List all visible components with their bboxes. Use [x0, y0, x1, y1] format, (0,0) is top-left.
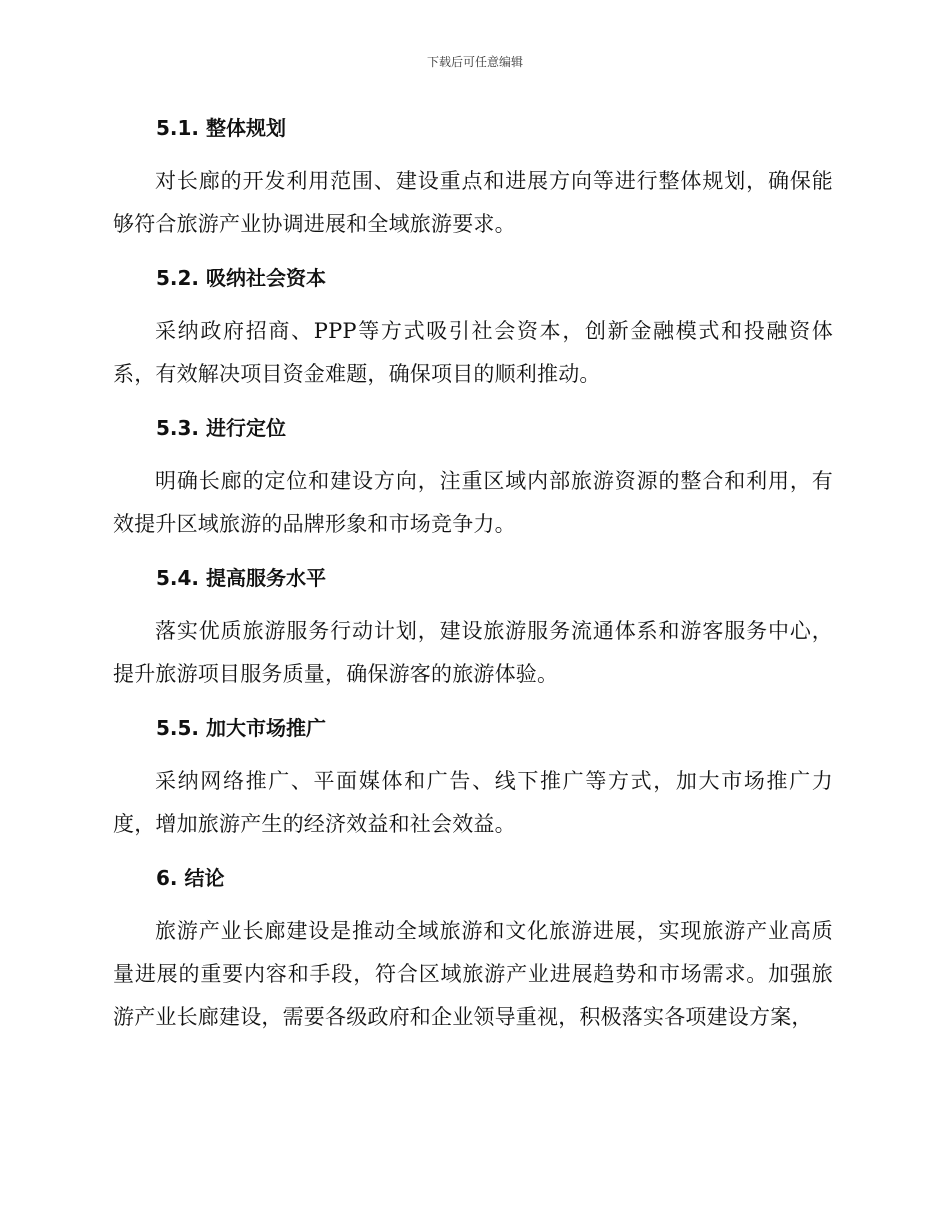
section-heading: 5.2. 吸纳社会资本 [156, 266, 326, 290]
section-paragraph: 采纳网络推广、平面媒体和广告、线下推广等方式，加大市场推广力度，增加旅游产生的经济效益和社会效益。 [113, 769, 833, 836]
section-paragraph: 对长廊的开发利用范围、建设重点和进展方向等进行整体规划，确保能够符合旅游产业协调进展和全域旅游要求。 [113, 169, 833, 236]
section-paragraph: 明确长廊的定位和建设方向，注重区域内部旅游资源的整合和利用，有效提升区域旅游的品牌形象和市场竞争力。 [113, 469, 833, 536]
section-heading: 5.1. 整体规划 [156, 116, 286, 140]
section-5-1 [113, 108, 833, 246]
section-heading: 5.3. 进行定位 [156, 416, 286, 440]
section-paragraph: 采纳政府招商、PPP等方式吸引社会资本，创新金融模式和投融资体系，有效解决项目资金难题，确保项目的顺利推动。 [113, 319, 833, 386]
document-body [113, 108, 833, 1051]
section-5-3 [113, 408, 833, 546]
section-5-5 [113, 708, 833, 846]
section-heading: 5.4. 提高服务水平 [156, 566, 326, 590]
section-5-2 [113, 258, 833, 396]
section-heading: 6. 结论 [156, 866, 225, 890]
header-note: 下载后可任意编辑 [426, 55, 523, 69]
section-6 [113, 858, 833, 1039]
section-paragraph: 落实优质旅游服务行动计划，建设旅游服务流通体系和游客服务中心，提升旅游项目服务质量，确保游客的旅游体验。 [113, 619, 833, 686]
section-5-4 [113, 558, 833, 696]
section-heading: 5.5. 加大市场推广 [156, 716, 326, 740]
section-paragraph: 旅游产业长廊建设是推动全域旅游和文化旅游进展，实现旅游产业高质量进展的重要内容和手段，符合区域旅游产业进展趋势和市场需求。加强旅游产业长廊建设，需要各级政府和企业领导重视，积极落实各项建设方案， [113, 919, 833, 1029]
